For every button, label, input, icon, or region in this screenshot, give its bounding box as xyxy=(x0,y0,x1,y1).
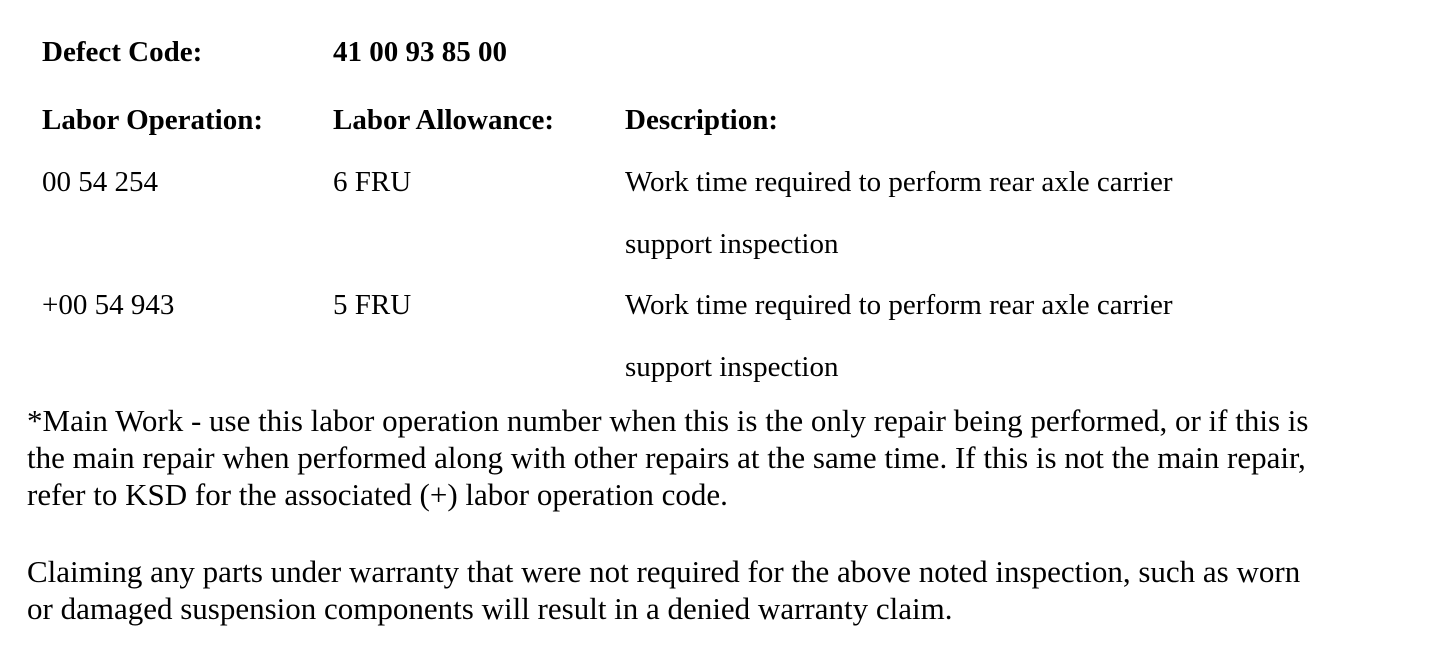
description-cell-line1: Work time required to perform rear axle carrier xyxy=(625,166,1173,198)
main-work-note xyxy=(27,402,1422,513)
main-work-note-line1: *Main Work - use this labor operation number when this is the only repair being performed, or if this is xyxy=(27,403,1309,438)
warranty-note xyxy=(27,553,1422,627)
description-cell-line2: support inspection xyxy=(625,351,839,383)
warranty-note-line2: or damaged suspension components will result in a denied warranty claim. xyxy=(27,591,953,626)
main-work-note-line3: refer to KSD for the associated (+) labor operation code. xyxy=(27,477,728,512)
defect-code-label: Defect Code: xyxy=(42,36,203,68)
description-header: Description: xyxy=(625,104,779,136)
defect-code-value: 41 00 93 85 00 xyxy=(333,36,507,68)
labor-operation-cell: +00 54 943 xyxy=(42,289,175,321)
labor-allowance-cell: 5 FRU xyxy=(333,289,412,321)
main-work-note-line2: the main repair when performed along with other repairs at the same time. If this is not the main repair, xyxy=(27,440,1306,475)
labor-allowance-cell: 6 FRU xyxy=(333,166,412,198)
warranty-note-line1: Claiming any parts under warranty that were not required for the above noted inspection, such as worn xyxy=(27,554,1301,589)
labor-operation-header: Labor Operation: xyxy=(42,104,263,136)
labor-allowance-header: Labor Allowance: xyxy=(333,104,554,136)
description-cell-line2: support inspection xyxy=(625,228,839,260)
description-cell-line1: Work time required to perform rear axle carrier xyxy=(625,289,1173,321)
labor-operation-cell: 00 54 254 xyxy=(42,166,158,198)
